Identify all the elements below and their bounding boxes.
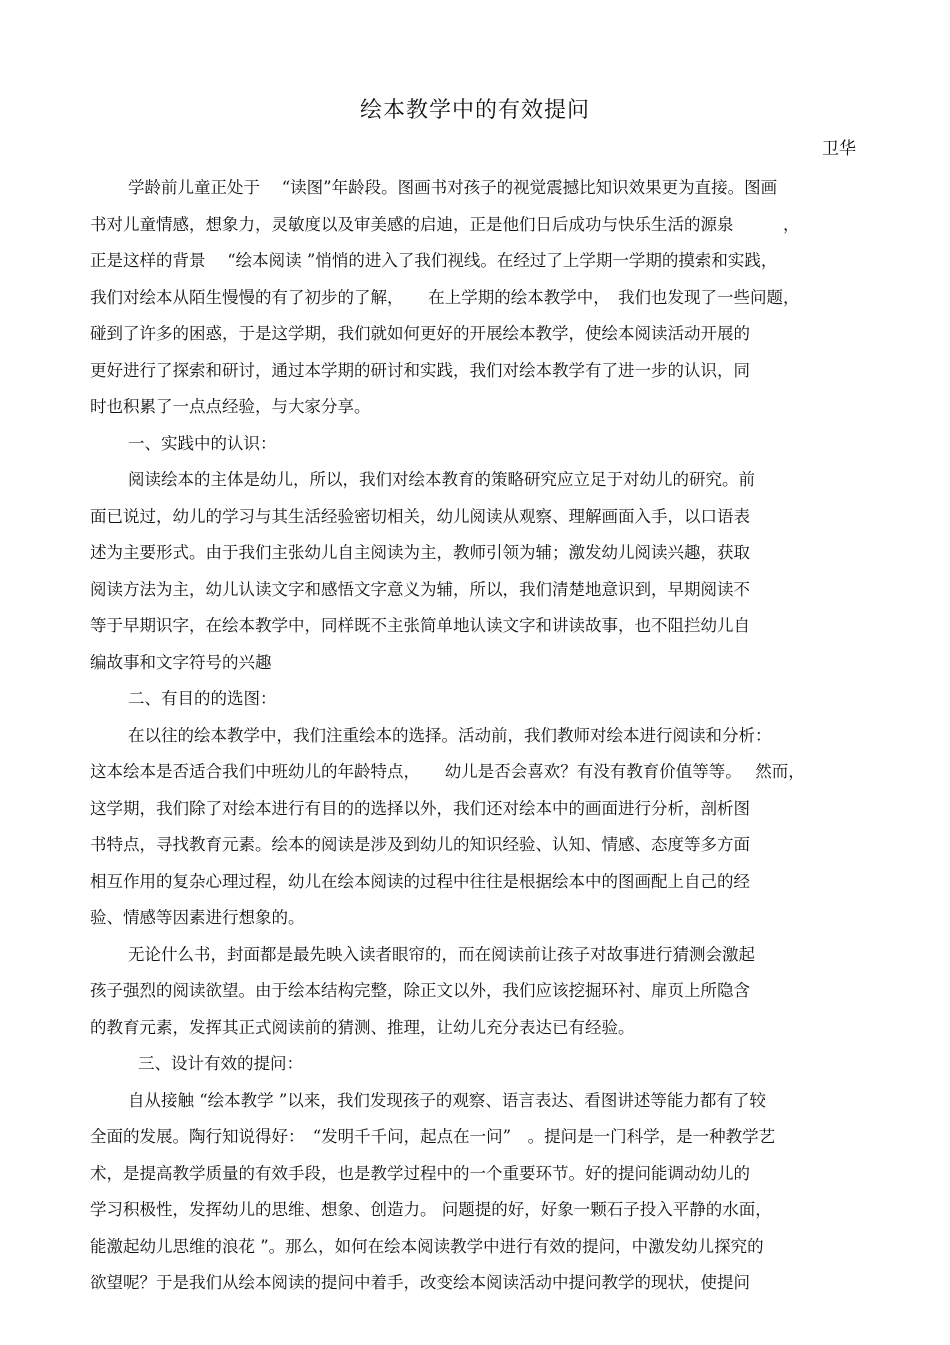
document-title: 绘本教学中的有效提问 (359, 98, 590, 123)
body-line: 碰到了许多的困惑，于是这学期，我们就如何更好的开展绘本教学，使绘本阅读活动开展的 (90, 324, 750, 343)
body-line: 阅读绘本的主体是幼儿，所以，我们对绘本教育的策略研究应立足于对幼儿的研究。前 (128, 470, 755, 489)
body-line: 无论什么书，封面都是最先映入读者眼帘的，而在阅读前让孩子对故事进行猜测会激起 (128, 944, 755, 964)
body-line: 学习积极性，发挥幼儿的思维、想象、创造力。 问题提的好，好象一颗石子投入平静的水面， (90, 1200, 772, 1219)
body-line: 自从接触 “绘本教学 ”以来，我们发现孩子的观察、语言表达、看图讲述等能力都有了较 (128, 1090, 766, 1110)
body-line: 正是这样的背景 “绘本阅读 ”悄悄的进入了我们视线。在经过了上学期一学期的摸索和实践， (90, 251, 778, 270)
body-line: 全面的发展。陶行知说得好： “发明千千问，起点在一问” 。提问是一门科学，是一种教学艺 (90, 1127, 776, 1146)
body-line: 等于早期识字，在绘本教学中，同样既不主张简单地认读文字和讲读故事，也不阻拦幼儿自 (90, 616, 750, 635)
section-heading: 三、设计有效的提问： (138, 1054, 303, 1073)
body-line: 相互作用的复杂心理过程，幼儿在绘本阅读的过程中往往是根据绘本中的图画配上自己的经 (90, 871, 750, 891)
document-author: 卫华 (822, 139, 856, 159)
body-line: 这本绘本是否适合我们中班幼儿的年龄特点， 幼儿是否会喜欢？有没有教育价值等等。 然而， (90, 762, 805, 781)
body-line: 我们对绘本从陌生慢慢的有了初步的了解， 在上学期的绘本教学中， 我们也发现了一些问题， (90, 287, 800, 307)
body-line: 的教育元素，发挥其正式阅读前的猜测、推理，让幼儿充分表达已有经验。 (90, 1017, 635, 1037)
body-line: 孩子强烈的阅读欲望。由于绘本结构完整，除正文以外，我们应该挖掘环衬、扉页上所隐含 (90, 981, 750, 1000)
body-line: 书对儿童情感，想象力，灵敏度以及审美感的启迪，正是他们日后成功与快乐生活的源泉 ， (90, 214, 800, 234)
body-line: 能激起幼儿思维的浪花 ”。那么，如何在绘本阅读教学中进行有效的提问，中激发幼儿探究的 (90, 1236, 764, 1256)
body-line: 阅读方法为主，幼儿认读文字和感悟文字意义为辅，所以，我们清楚地意识到，早期阅读不 (90, 579, 750, 599)
body-line: 时也积累了一点点经验，与大家分享。 (90, 397, 371, 416)
body-line: 更好进行了探索和研讨，通过本学期的研讨和实践，我们对绘本教学有了进一步的认识，同 (90, 360, 750, 380)
section-heading: 二、有目的的选图： (128, 689, 277, 708)
body-line: 书特点，寻找教育元素。绘本的阅读是涉及到幼儿的知识经验、认知、情感、态度等多方面 (90, 835, 750, 854)
body-line: 这学期，我们除了对绘本进行有目的的选择以外，我们还对绘本中的画面进行分析，剖析图 (90, 798, 750, 818)
body-line: 验、情感等因素进行想象的。 (90, 908, 305, 927)
body-line: 在以往的绘本教学中，我们注重绘本的选择。活动前，我们教师对绘本进行阅读和分析： (128, 725, 772, 745)
body-line: 术，是提高教学质量的有效手段，也是教学过程中的一个重要环节。好的提问能调动幼儿的 (90, 1163, 750, 1183)
section-heading: 一、实践中的认识： (128, 433, 277, 453)
body-line: 编故事和文字符号的兴趣 (90, 652, 272, 672)
body-line: 述为主要形式。由于我们主张幼儿自主阅读为主，教师引领为辅；激发幼儿阅读兴趣，获取 (90, 543, 750, 562)
body-line: 学龄前儿童正处于 “读图”年龄段。图画书对孩子的视觉震撼比知识效果更为直接。图画 (128, 178, 778, 197)
document-body (90, 170, 860, 1302)
body-line: 欲望呢？于是我们从绘本阅读的提问中着手，改变绘本阅读活动中提问教学的现状，使提问 (90, 1273, 750, 1292)
body-line: 面已说过，幼儿的学习与其生活经验密切相关，幼儿阅读从观察、理解画面入手，以口语表 (90, 506, 750, 526)
